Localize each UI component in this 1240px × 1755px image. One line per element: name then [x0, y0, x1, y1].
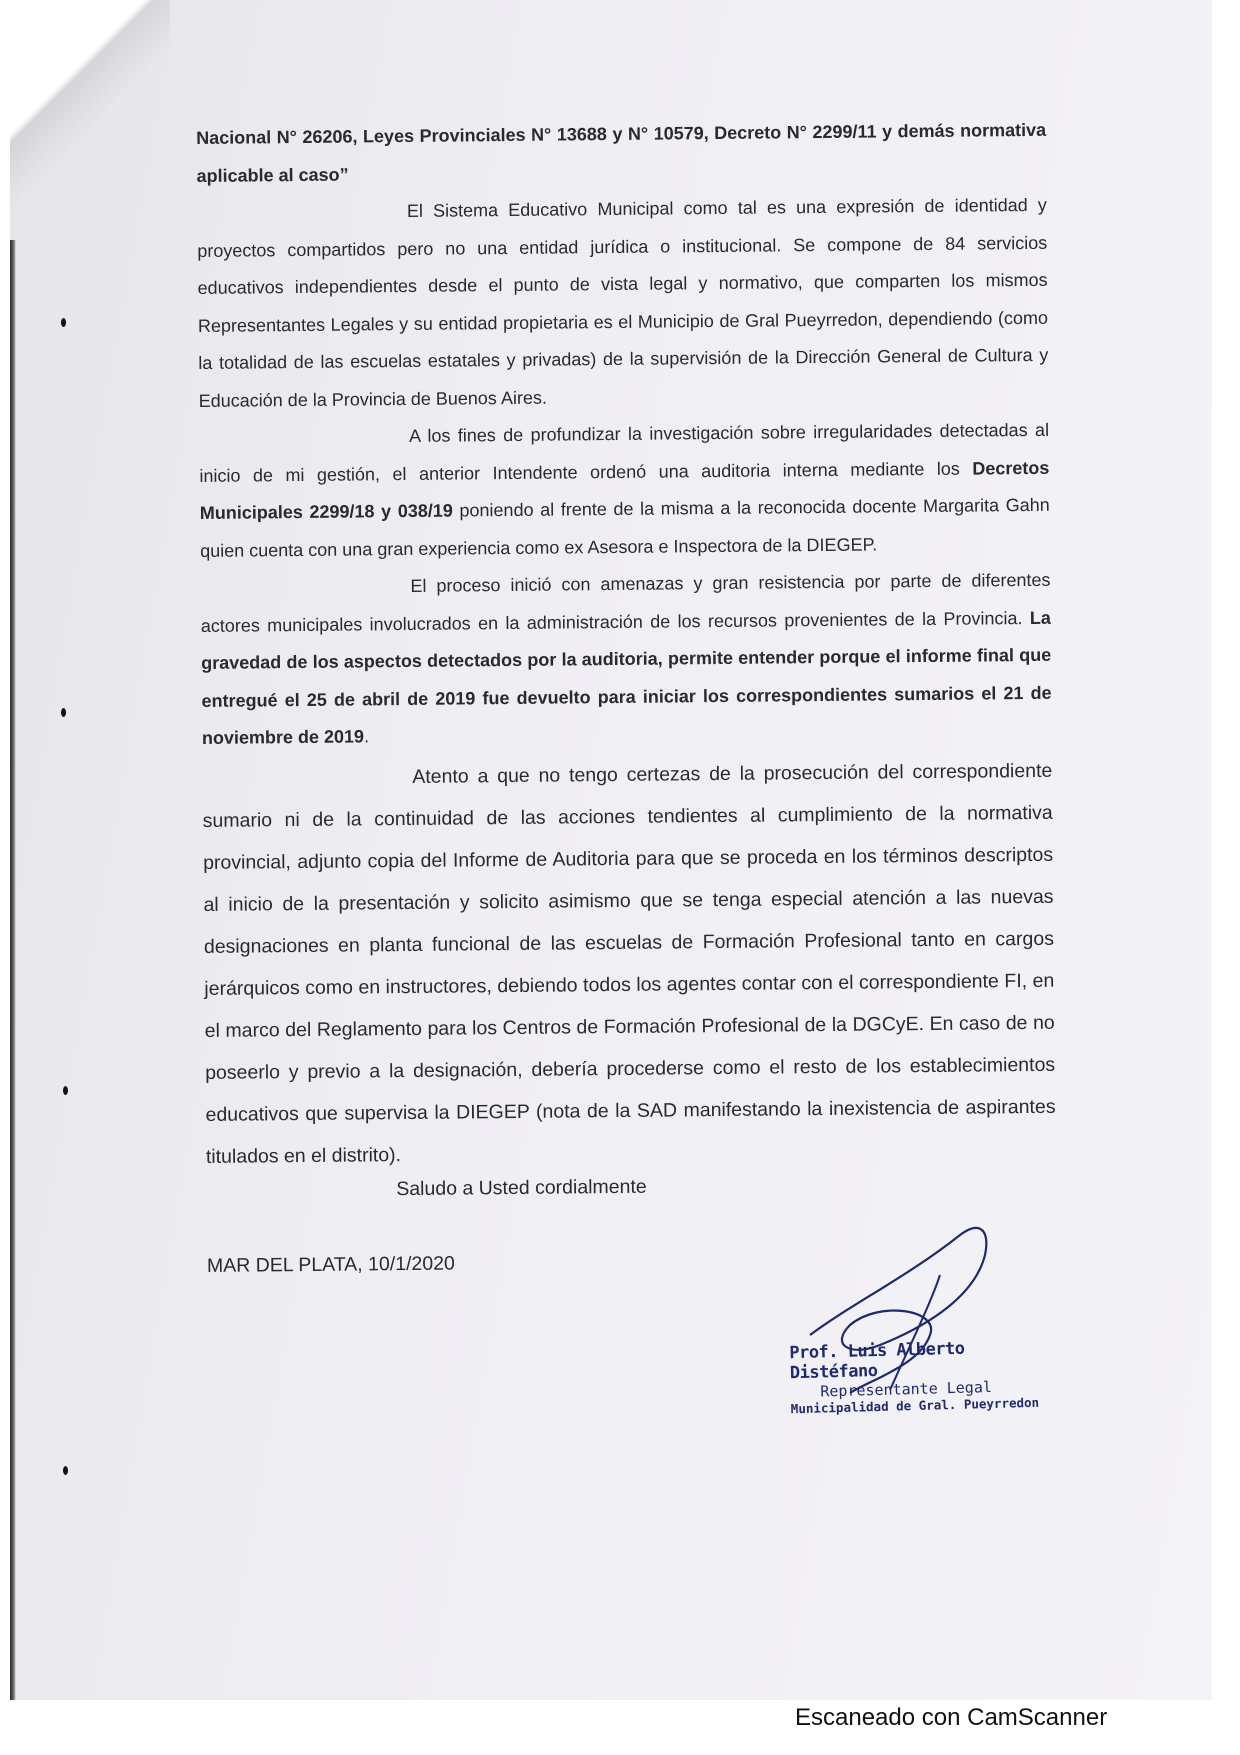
audit-text-1: A los fines de profundizar la investigación sobre irregularidades detectadas al inicio de mi gestión, el anterior Intendente ordenó una auditoria interna mediante los [199, 419, 1050, 486]
page-edge-shadow [10, 240, 16, 1700]
letter-body [196, 112, 1057, 1297]
closing-line: Saludo a Usted cordialmente [396, 1175, 647, 1200]
process-text-1: El proceso inició con amenazas y gran resistencia por parte de diferentes actores municipales involucrados en la administración de los recursos provenientes de la Provincia. [200, 569, 1051, 636]
folded-corner [10, 0, 170, 260]
audit-text-2: poniendo al frente de la misma a la reconocida docente Margarita Gahn quien cuenta con una gran experiencia como ex Asesora e Inspectora de la DIEGEP. [200, 494, 1050, 561]
date-line: MAR DEL PLATA, 10/1/2020 [206, 1252, 455, 1277]
audit-decrees: Decretos Municipales 2299/18 y 038/19 [199, 457, 1050, 523]
punch-hole-mark [61, 318, 66, 327]
process-text-2: . [363, 726, 370, 747]
system-paragraph: El Sistema Educativo Municipal como tal es una expresión de identidad y proyectos compartidos pero no una entidad jurídica o institucional. Se compone de 84 servicios educativos independientes desde el punto de vista legal y normativo, que comparten los mismos Representantes Legales y su entidad propietaria es el Municipio de Gral Pueyrredon, dependiendo (como la totalidad de las escuelas estatales y privadas) de la supervisión de la Dirección General de Cultura y Educación de la Provincia de Buenos Aires. [197, 194, 1049, 411]
signer-name: Prof. Luis Alberto Distéfano [789, 1338, 965, 1384]
intro-paragraph: Nacional N° 26206, Leyes Provinciales N° 13688 y N° 10579, Decreto N° 2299/11 y demás normativa aplicable al caso” [196, 119, 1047, 186]
audit-paragraph [199, 412, 1050, 570]
signer-organization: Municipalidad de Gral. Pueyrredon [790, 1394, 1040, 1417]
signer-role: Representante Legal [820, 1377, 993, 1401]
punch-hole-mark [63, 1466, 68, 1475]
signature-stamp [789, 1337, 1041, 1417]
process-paragraph [200, 562, 1052, 758]
punch-hole-mark [61, 708, 66, 717]
request-paragraph: Atento a que no tengo certezas de la prosecución del correspondiente sumario ni de la continuidad de las acciones tendientes al cumplimiento de la normativa provincial, adjunto copia del Informe de Auditoria para que se proceda en los términos descriptos al inicio de la presentación y solicito asimismo que se tenga especial atención a las nuevas designaciones en planta funcional de las escuelas de Formación Profesional tanto en cargos jerárquicos como en instructores, debiendo todos los agentes contar con el correspondiente FI, en el marco del Reglamento para los Centros de Formación Profesional de la DGCyE. En caso de no poseerlo y previo a la designación, debería procederse como el resto de los establecimientos educativos que supervisa la DIEGEP (nota de la SAD manifestando la inexistencia de aspirantes titulados en el distrito). [202, 759, 1056, 1168]
process-highlight: La gravedad de los aspectos detectados por la auditoria, permite entender porque el informe final que entregué el 25 de abril de 2019 fue devuelto para iniciar los correspondientes sumarios el 21 de noviembre de 2019 [201, 607, 1052, 748]
punch-hole-mark [63, 1086, 68, 1095]
scanner-watermark: Escaneado con CamScanner [795, 1704, 1108, 1731]
